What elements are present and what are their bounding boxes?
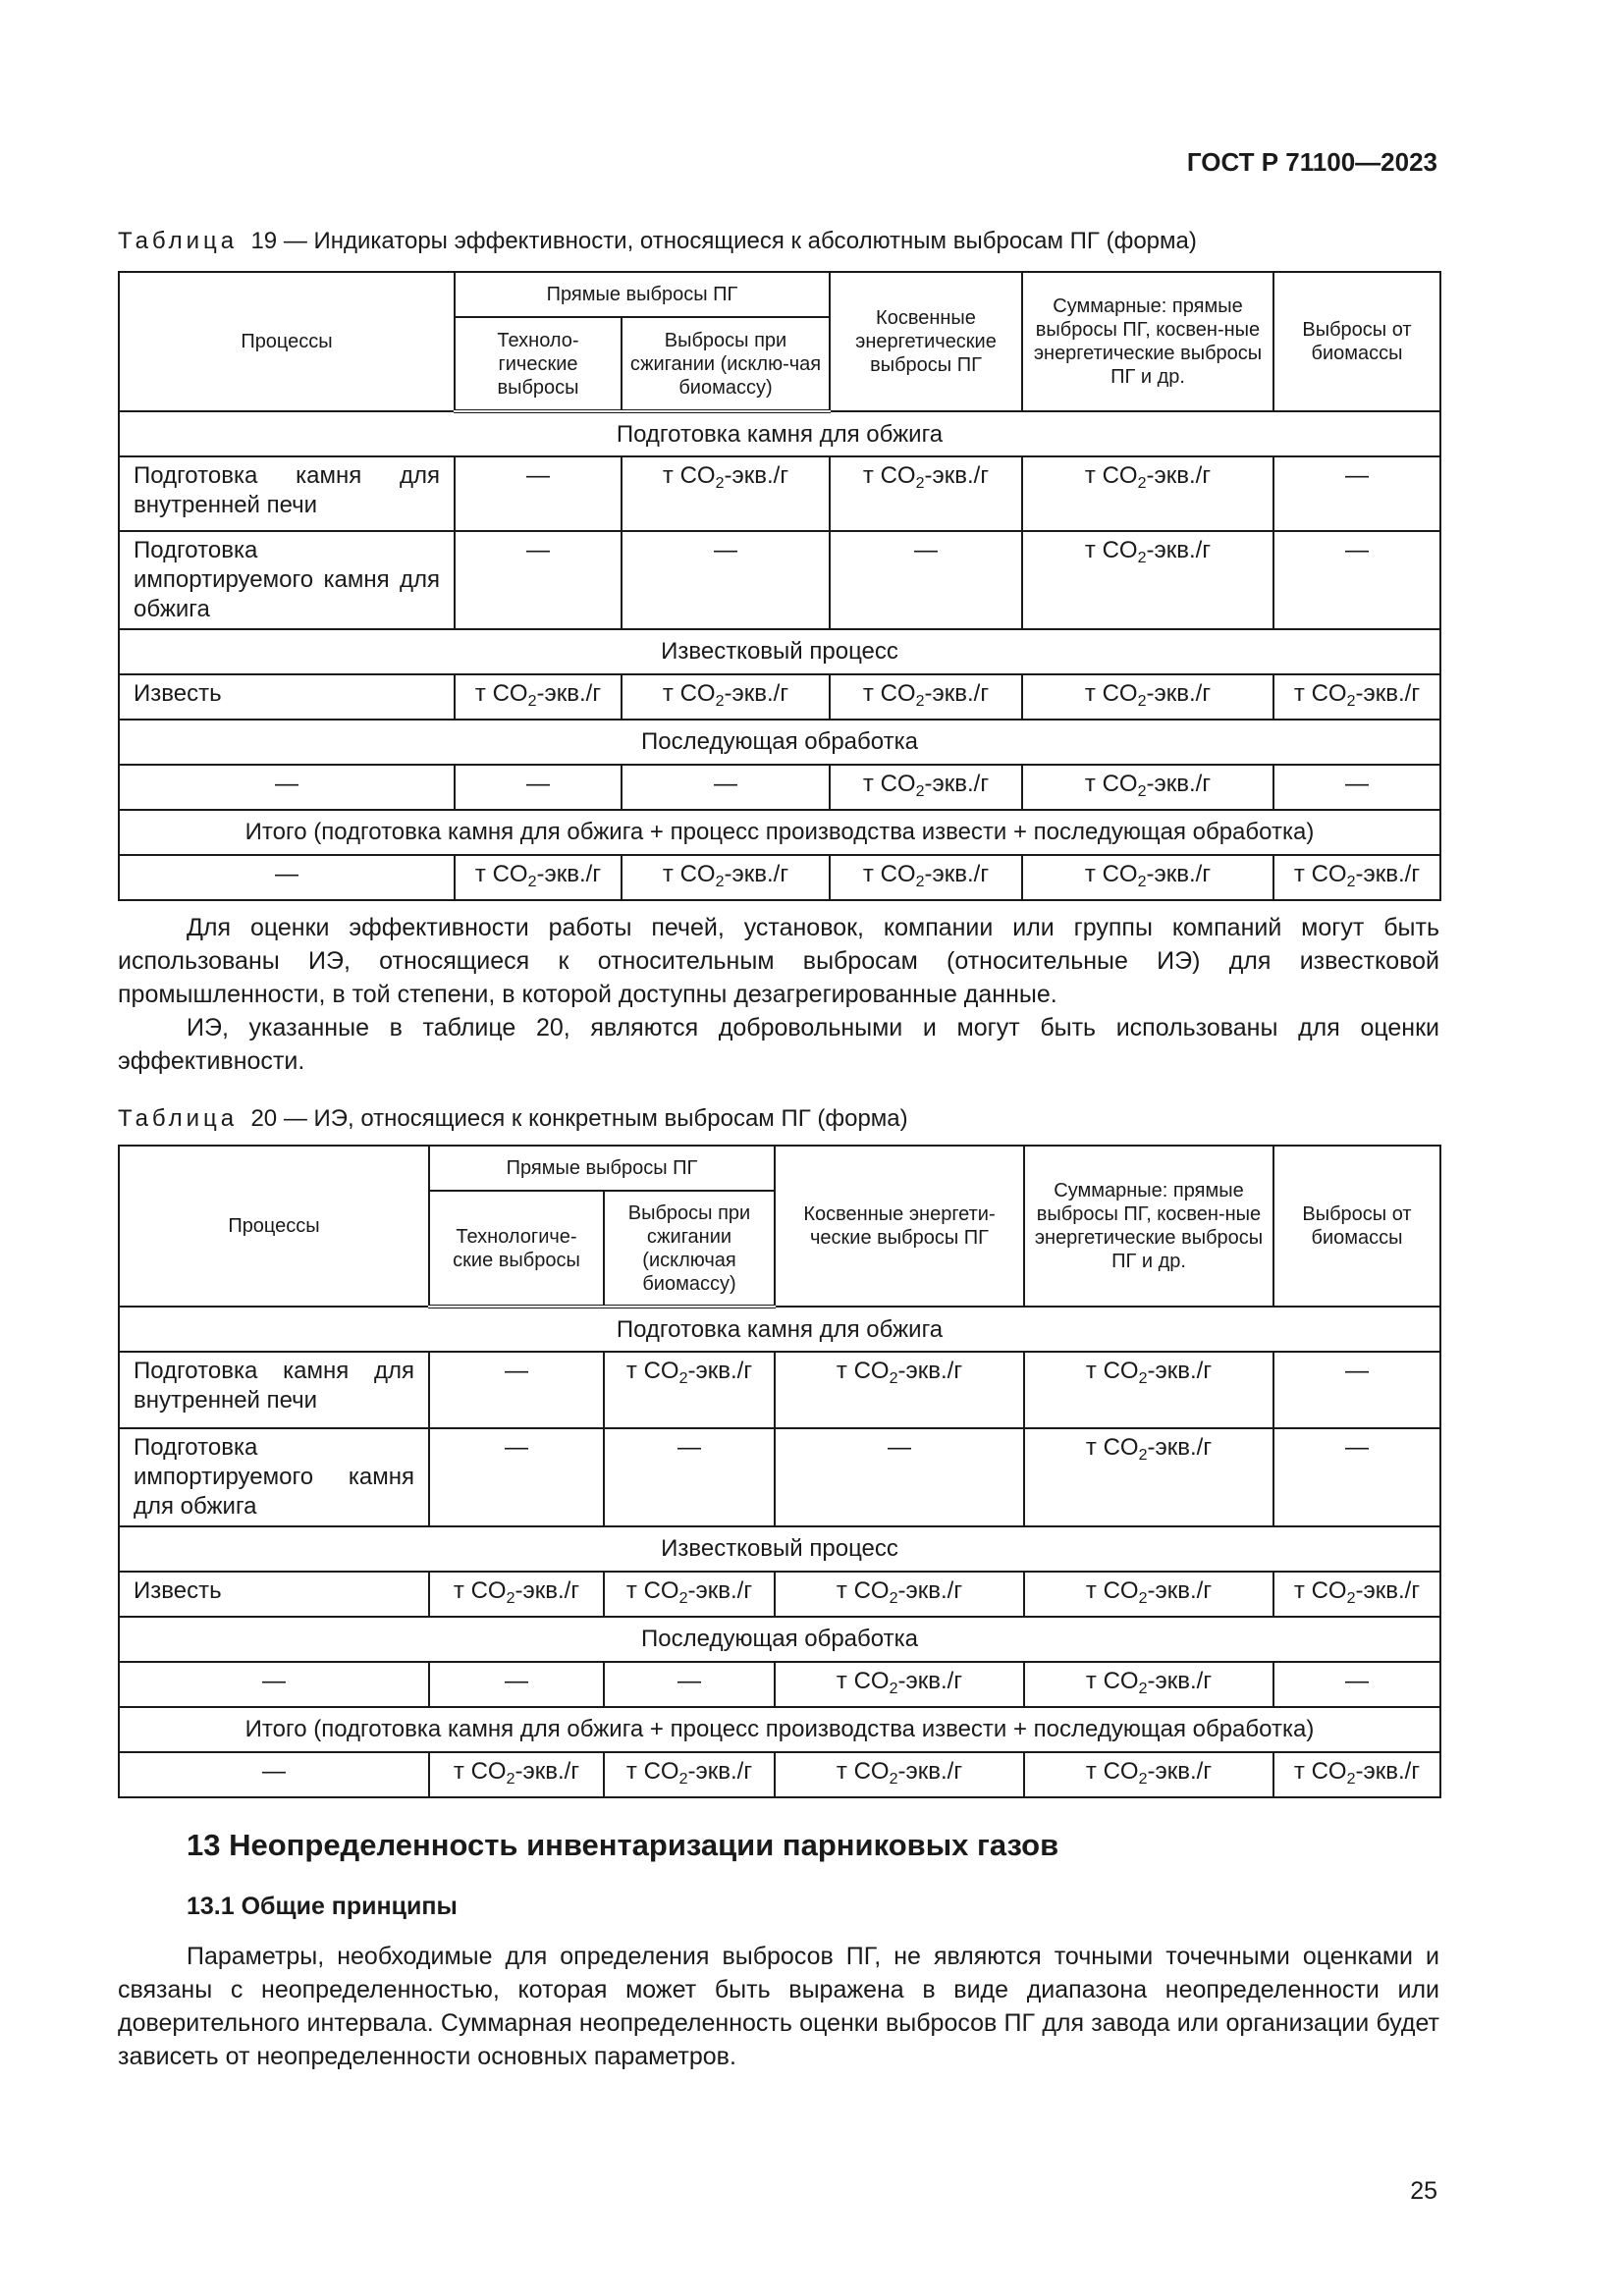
unit-cell — [830, 765, 1022, 810]
document-header: ГОСТ Р 71100—2023 — [1186, 147, 1437, 177]
table-row — [119, 1752, 1440, 1797]
header-combustion-emissions: Выбросы при сжигании (исключая биомассу) — [604, 1191, 775, 1307]
paragraph: Параметры, необходимые для определения выбросов ПГ, не являются точными точечными оценками и связаны с неопределенностью, которая может быть выражена в виде диапазона неопределенности или доверительного интервала. Суммарная неопределенность оценки выбросов ПГ для завода или организации будет зависеть от неопределенности основных параметров. — [118, 1943, 1439, 2070]
unit-subscript: 2 — [889, 1590, 898, 1607]
unit-subscript: 2 — [1346, 693, 1356, 710]
unit-text: т CO — [625, 1758, 679, 1785]
unit-text: т CO — [1085, 1577, 1139, 1604]
unit-text: т CO — [1084, 462, 1138, 489]
unit-suffix: -экв./г — [897, 1577, 963, 1604]
unit-suffix: -экв./г — [897, 1358, 963, 1384]
unit-subscript: 2 — [889, 1681, 898, 1697]
dash-cell: — — [604, 1662, 775, 1707]
unit-subscript: 2 — [715, 475, 725, 492]
paragraph: Для оценки эффективности работы печей, установок, компании или группы компаний могут быть использованы ИЭ, относящиеся к относительным выбросам (относительные ИЭ) для известковой промышленности, в той степени, в которой доступны дезагрегированные данные. — [118, 914, 1439, 1008]
unit-suffix: -экв./г — [1147, 1668, 1213, 1694]
header-total-emissions: Суммарные: прямые выбросы ПГ, косвен-ные энергетические выбросы ПГ и др. — [1022, 272, 1273, 411]
unit-cell — [455, 855, 622, 900]
unit-subscript: 2 — [1138, 1370, 1148, 1387]
unit-cell — [622, 855, 830, 900]
table20-caption-text: 20 — ИЭ, относящиеся к конкретным выбросам ПГ (форма) — [250, 1105, 908, 1132]
unit-cell — [1024, 1752, 1273, 1797]
unit-subscript: 2 — [1138, 1771, 1148, 1788]
unit-suffix: -экв./г — [1355, 861, 1421, 887]
unit-cell — [775, 1752, 1024, 1797]
unit-text: т CO — [1293, 861, 1347, 887]
table20 — [118, 1145, 1441, 1798]
unit-suffix: -экв./г — [514, 1758, 580, 1785]
unit-text: т CO — [474, 861, 528, 887]
header-technological-emissions: Техноло-гические выбросы — [455, 317, 622, 411]
unit-text: т CO — [836, 1758, 890, 1785]
paragraph: ИЭ, указанные в таблице 20, являются добровольными и могут быть использованы для оценки эффективности. — [118, 1014, 1439, 1075]
unit-subscript: 2 — [678, 1590, 688, 1607]
unit-suffix: -экв./г — [1146, 771, 1212, 797]
unit-text: т CO — [1293, 1758, 1347, 1785]
unit-cell — [1022, 456, 1273, 531]
table20-caption — [118, 1105, 908, 1133]
dash-cell: — — [119, 1752, 429, 1797]
unit-text: т CO — [836, 1358, 890, 1384]
header-indirect-emissions: Косвенные энергетические выбросы ПГ — [830, 272, 1022, 411]
unit-suffix: -экв./г — [897, 1668, 963, 1694]
unit-suffix: -экв./г — [1146, 680, 1212, 707]
table-row — [119, 1662, 1440, 1707]
unit-cell — [1024, 1662, 1273, 1707]
section-lime-process: Известковый процесс — [119, 629, 1440, 674]
unit-cell — [830, 456, 1022, 531]
unit-suffix: -экв./г — [1355, 680, 1421, 707]
unit-suffix: -экв./г — [924, 861, 990, 887]
section-stone-preparation: Подготовка камня для обжига — [119, 411, 1440, 456]
unit-suffix: -экв./г — [1146, 537, 1212, 563]
unit-subscript: 2 — [1138, 1681, 1148, 1697]
unit-suffix: -экв./г — [1355, 1758, 1421, 1785]
dash-cell: — — [455, 531, 622, 629]
unit-text: т CO — [1084, 537, 1138, 563]
unit-cell — [604, 1752, 775, 1797]
unit-subscript: 2 — [527, 874, 537, 890]
unit-suffix: -экв./г — [1355, 1577, 1421, 1604]
header-biomass-emissions: Выбросы от биомассы — [1273, 1146, 1440, 1307]
unit-suffix: -экв./г — [1147, 1434, 1213, 1461]
dash-cell: — — [1273, 456, 1440, 531]
unit-cell — [775, 1352, 1024, 1428]
dash-cell: — — [1273, 1352, 1440, 1428]
unit-text: т CO — [862, 861, 916, 887]
dash-cell: — — [622, 531, 830, 629]
dash-cell: — — [830, 531, 1022, 629]
section-post-treatment: Последующая обработка — [119, 720, 1440, 765]
unit-subscript: 2 — [1137, 475, 1147, 492]
unit-subscript: 2 — [506, 1771, 515, 1788]
unit-subscript: 2 — [527, 693, 537, 710]
dash-cell: — — [119, 1662, 429, 1707]
unit-subscript: 2 — [915, 475, 925, 492]
header-indirect-emissions: Косвенные энергети-ческие выбросы ПГ — [775, 1146, 1024, 1307]
unit-subscript: 2 — [715, 874, 725, 890]
unit-cell — [1273, 1752, 1440, 1797]
unit-suffix: -экв./г — [536, 861, 602, 887]
unit-text: т CO — [1084, 680, 1138, 707]
unit-subscript: 2 — [678, 1771, 688, 1788]
header-total-emissions: Суммарные: прямые выбросы ПГ, косвен-ные энергетические выбросы ПГ и др. — [1024, 1146, 1273, 1307]
unit-suffix: -экв./г — [687, 1358, 753, 1384]
row-label: Подготовка камня для внутренней печи — [119, 1352, 429, 1428]
unit-suffix: -экв./г — [1147, 1577, 1213, 1604]
unit-subscript: 2 — [915, 693, 925, 710]
unit-cell — [1273, 674, 1440, 720]
row-label: Подготовка импортируемого камня для обжига — [119, 1428, 429, 1526]
table19-caption — [118, 228, 1197, 255]
header-combustion-emissions: Выбросы при сжигании (исклю-чая биомассу) — [622, 317, 830, 411]
page-number: 25 — [1410, 2177, 1437, 2205]
unit-subscript: 2 — [889, 1771, 898, 1788]
table19 — [118, 271, 1441, 901]
row-label: Подготовка камня для внутренней печи — [119, 456, 455, 531]
unit-subscript: 2 — [1137, 693, 1147, 710]
unit-suffix: -экв./г — [897, 1758, 963, 1785]
unit-cell — [1022, 674, 1273, 720]
unit-subscript: 2 — [915, 783, 925, 800]
unit-text: т CO — [453, 1758, 507, 1785]
unit-suffix: -экв./г — [924, 462, 990, 489]
dash-cell: — — [119, 855, 455, 900]
table-row — [119, 674, 1440, 720]
unit-text: т CO — [662, 462, 716, 489]
unit-cell — [622, 674, 830, 720]
unit-subscript: 2 — [506, 1590, 515, 1607]
unit-subscript: 2 — [1138, 1590, 1148, 1607]
row-label: Известь — [119, 1572, 429, 1617]
unit-subscript: 2 — [1137, 783, 1147, 800]
table-row — [119, 1572, 1440, 1617]
dash-cell: — — [622, 765, 830, 810]
unit-text: т CO — [1084, 771, 1138, 797]
unit-cell — [604, 1572, 775, 1617]
dash-cell: — — [429, 1352, 604, 1428]
unit-cell — [455, 674, 622, 720]
unit-cell — [1024, 1572, 1273, 1617]
unit-text: т CO — [1085, 1668, 1139, 1694]
table-row — [119, 855, 1440, 900]
unit-cell — [1022, 765, 1273, 810]
unit-suffix: -экв./г — [1146, 861, 1212, 887]
subsection-heading: 13.1 Общие принципы — [187, 1893, 458, 1920]
unit-text: т CO — [474, 680, 528, 707]
section-stone-preparation: Подготовка камня для обжига — [119, 1307, 1440, 1352]
unit-suffix: -экв./г — [1146, 462, 1212, 489]
unit-cell — [1022, 531, 1273, 629]
dash-cell: — — [119, 765, 455, 810]
table-row — [119, 531, 1440, 629]
dash-cell: — — [455, 456, 622, 531]
unit-cell — [1273, 1572, 1440, 1617]
unit-text: т CO — [862, 680, 916, 707]
unit-cell — [1024, 1352, 1273, 1428]
section-total: Итого (подготовка камня для обжига + процесс производства извести + последующая обработка) — [119, 810, 1440, 855]
unit-suffix: -экв./г — [536, 680, 602, 707]
unit-text: т CO — [625, 1358, 679, 1384]
section-heading: 13 Неопределенность инвентаризации парниковых газов — [187, 1828, 1059, 1862]
unit-suffix: -экв./г — [724, 462, 789, 489]
dash-cell: — — [429, 1662, 604, 1707]
unit-suffix: -экв./г — [924, 771, 990, 797]
unit-cell — [604, 1352, 775, 1428]
unit-text: т CO — [453, 1577, 507, 1604]
section13-body — [118, 1940, 1439, 2073]
dash-cell: — — [1273, 1428, 1440, 1526]
section-post-treatment: Последующая обработка — [119, 1617, 1440, 1662]
dash-cell: — — [775, 1428, 1024, 1526]
unit-suffix: -экв./г — [687, 1758, 753, 1785]
unit-cell — [622, 456, 830, 531]
unit-text: т CO — [1085, 1434, 1139, 1461]
unit-text: т CO — [1293, 680, 1347, 707]
unit-cell — [1022, 855, 1273, 900]
table19-caption-text: 19 — Индикаторы эффективности, относящиеся к абсолютным выбросам ПГ (форма) — [250, 228, 1197, 254]
dash-cell: — — [1273, 531, 1440, 629]
header-biomass-emissions: Выбросы от биомассы — [1273, 272, 1440, 411]
unit-text: т CO — [836, 1577, 890, 1604]
unit-text: т CO — [862, 462, 916, 489]
unit-subscript: 2 — [678, 1370, 688, 1387]
unit-subscript: 2 — [915, 874, 925, 890]
table-row — [119, 765, 1440, 810]
table-row — [119, 1428, 1440, 1526]
unit-cell — [830, 855, 1022, 900]
unit-subscript: 2 — [715, 693, 725, 710]
unit-subscript: 2 — [1346, 874, 1356, 890]
header-processes: Процессы — [119, 1146, 429, 1307]
table-row — [119, 1352, 1440, 1428]
body-text — [118, 911, 1439, 1078]
section-total: Итого (подготовка камня для обжига + процесс производства извести + последующая обработка) — [119, 1707, 1440, 1752]
table20-caption-label: Таблица — [118, 1105, 239, 1132]
unit-suffix: -экв./г — [687, 1577, 753, 1604]
dash-cell: — — [429, 1428, 604, 1526]
unit-text: т CO — [662, 861, 716, 887]
header-direct-emissions: Прямые выбросы ПГ — [429, 1146, 775, 1191]
header-technological-emissions: Технологиче-ские выбросы — [429, 1191, 604, 1307]
unit-suffix: -экв./г — [1147, 1358, 1213, 1384]
unit-cell — [775, 1662, 1024, 1707]
dash-cell: — — [455, 765, 622, 810]
row-label: Известь — [119, 674, 455, 720]
unit-text: т CO — [836, 1668, 890, 1694]
unit-text: т CO — [1085, 1358, 1139, 1384]
row-label: Подготовка импортируемого камня для обжига — [119, 531, 455, 629]
unit-subscript: 2 — [1346, 1771, 1356, 1788]
section-lime-process: Известковый процесс — [119, 1526, 1440, 1572]
unit-text: т CO — [662, 680, 716, 707]
dash-cell: — — [1273, 1662, 1440, 1707]
unit-suffix: -экв./г — [724, 861, 789, 887]
unit-subscript: 2 — [1137, 550, 1147, 566]
dash-cell: — — [604, 1428, 775, 1526]
unit-text: т CO — [1293, 1577, 1347, 1604]
unit-subscript: 2 — [889, 1370, 898, 1387]
unit-cell — [1024, 1428, 1273, 1526]
unit-text: т CO — [862, 771, 916, 797]
unit-suffix: -экв./г — [1147, 1758, 1213, 1785]
header-processes: Процессы — [119, 272, 455, 411]
unit-subscript: 2 — [1346, 1590, 1356, 1607]
unit-cell — [1273, 855, 1440, 900]
unit-cell — [429, 1572, 604, 1617]
unit-cell — [775, 1572, 1024, 1617]
unit-suffix: -экв./г — [514, 1577, 580, 1604]
unit-text: т CO — [1085, 1758, 1139, 1785]
header-direct-emissions: Прямые выбросы ПГ — [455, 272, 830, 317]
unit-subscript: 2 — [1138, 1447, 1148, 1464]
dash-cell: — — [1273, 765, 1440, 810]
unit-suffix: -экв./г — [924, 680, 990, 707]
unit-suffix: -экв./г — [724, 680, 789, 707]
unit-cell — [830, 674, 1022, 720]
unit-subscript: 2 — [1137, 874, 1147, 890]
unit-text: т CO — [625, 1577, 679, 1604]
table-row — [119, 456, 1440, 531]
unit-text: т CO — [1084, 861, 1138, 887]
unit-cell — [429, 1752, 604, 1797]
table19-caption-label: Таблица — [118, 228, 239, 254]
